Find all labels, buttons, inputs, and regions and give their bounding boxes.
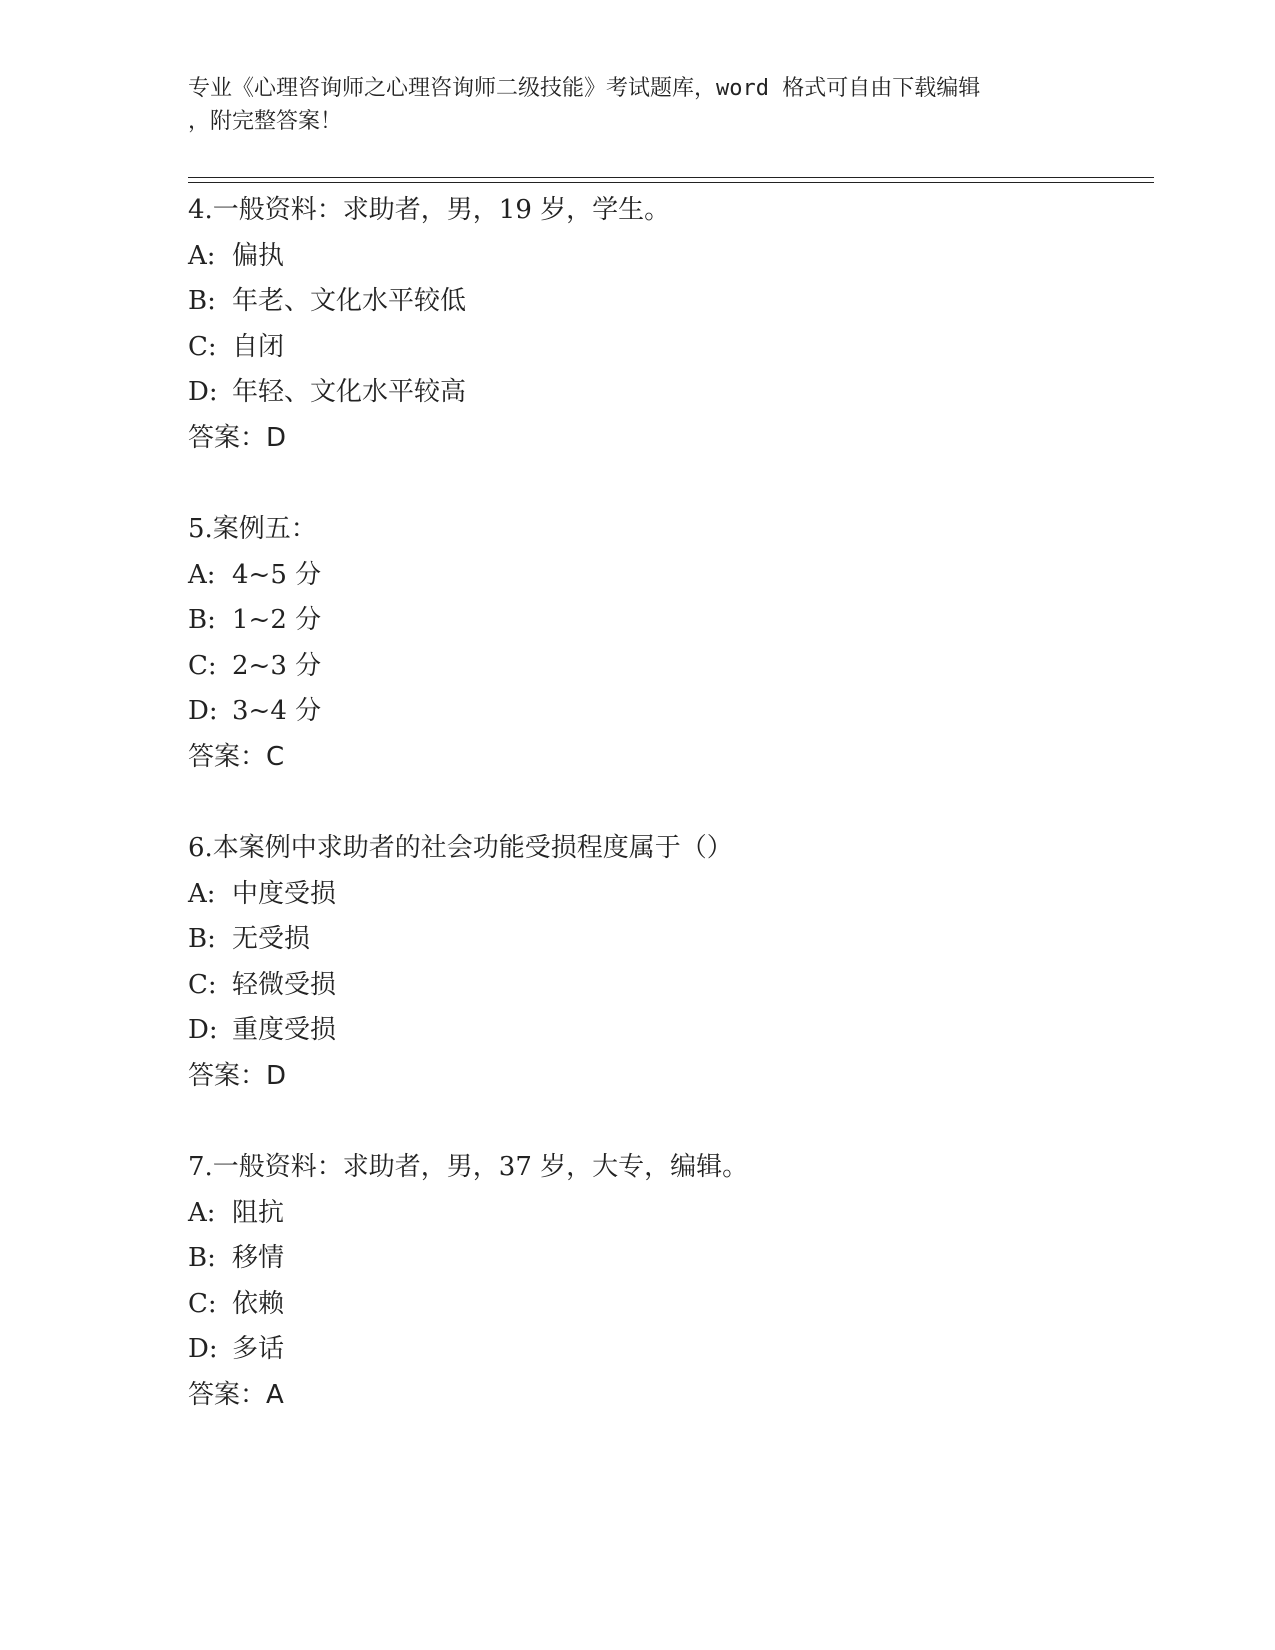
option-d (188, 1008, 1148, 1054)
option-text: 多话 (232, 1334, 285, 1365)
question-stem: 7.一般资料：求助者，男，37 岁，大专，编辑。 (188, 1152, 749, 1182)
option-key: D: (188, 696, 218, 727)
question-stem: 6.本案例中求助者的社会功能受损程度属于（） (188, 833, 733, 863)
option-text: 中度受损 (232, 878, 337, 909)
answer-line: 答案：D (188, 422, 287, 453)
option-key: C: (188, 1288, 217, 1319)
option-text: 无受损 (232, 924, 311, 955)
header-line-1: 专业《心理咨询师之心理咨询师二级技能》考试题库，word 格式可自由下载编辑 (188, 76, 981, 101)
header-line-2: ，附完整答案！ (188, 109, 343, 134)
question-block (188, 826, 1148, 1100)
header-divider-top (188, 177, 1154, 178)
question-block (188, 507, 1148, 781)
option-key: C: (188, 331, 217, 362)
answer-line: 答案：A (188, 1379, 284, 1410)
question-block (188, 188, 1148, 462)
option-d (188, 370, 1148, 416)
answer-line: 答案：D (188, 1060, 287, 1091)
option-text: 4~5 分 (232, 559, 322, 590)
option-key: A: (188, 240, 216, 271)
option-a (188, 234, 1148, 280)
option-c (188, 644, 1148, 690)
option-key: A: (188, 878, 216, 909)
option-key: B: (188, 924, 216, 955)
option-key: B: (188, 605, 216, 636)
option-key: D: (188, 377, 218, 408)
option-text: 年轻、文化水平较高 (232, 377, 467, 408)
option-text: 1~2 分 (232, 605, 322, 636)
option-d (188, 1327, 1148, 1373)
option-d (188, 689, 1148, 735)
option-b (188, 917, 1148, 963)
option-b (188, 598, 1148, 644)
option-text: 重度受损 (232, 1015, 337, 1046)
option-text: 3~4 分 (232, 696, 322, 727)
option-c (188, 963, 1148, 1009)
option-text: 移情 (232, 1243, 285, 1274)
option-key: B: (188, 1243, 216, 1274)
option-c (188, 325, 1148, 371)
option-key: C: (188, 969, 217, 1000)
answer-line: 答案：C (188, 741, 285, 772)
question-stem: 5.案例五： (188, 514, 317, 544)
header-divider-bottom (188, 182, 1154, 183)
option-key: D: (188, 1015, 218, 1046)
option-text: 年老、文化水平较低 (232, 286, 467, 317)
option-key: D: (188, 1334, 218, 1365)
option-key: C: (188, 650, 217, 681)
option-key: A: (188, 559, 216, 590)
question-stem: 4.一般资料：求助者，男，19 岁，学生。 (188, 195, 671, 225)
option-a (188, 1191, 1148, 1237)
option-a (188, 872, 1148, 918)
question-block (188, 1145, 1148, 1419)
option-text: 2~3 分 (232, 650, 322, 681)
option-text: 阻抗 (232, 1197, 285, 1228)
option-text: 轻微受损 (232, 969, 337, 1000)
option-key: A: (188, 1197, 216, 1228)
option-c (188, 1282, 1148, 1328)
option-key: B: (188, 286, 216, 317)
option-text: 依赖 (232, 1288, 285, 1319)
document-header (188, 72, 1088, 138)
option-a (188, 553, 1148, 599)
option-b (188, 279, 1148, 325)
option-b (188, 1236, 1148, 1282)
option-text: 偏执 (232, 240, 285, 271)
option-text: 自闭 (232, 331, 285, 362)
